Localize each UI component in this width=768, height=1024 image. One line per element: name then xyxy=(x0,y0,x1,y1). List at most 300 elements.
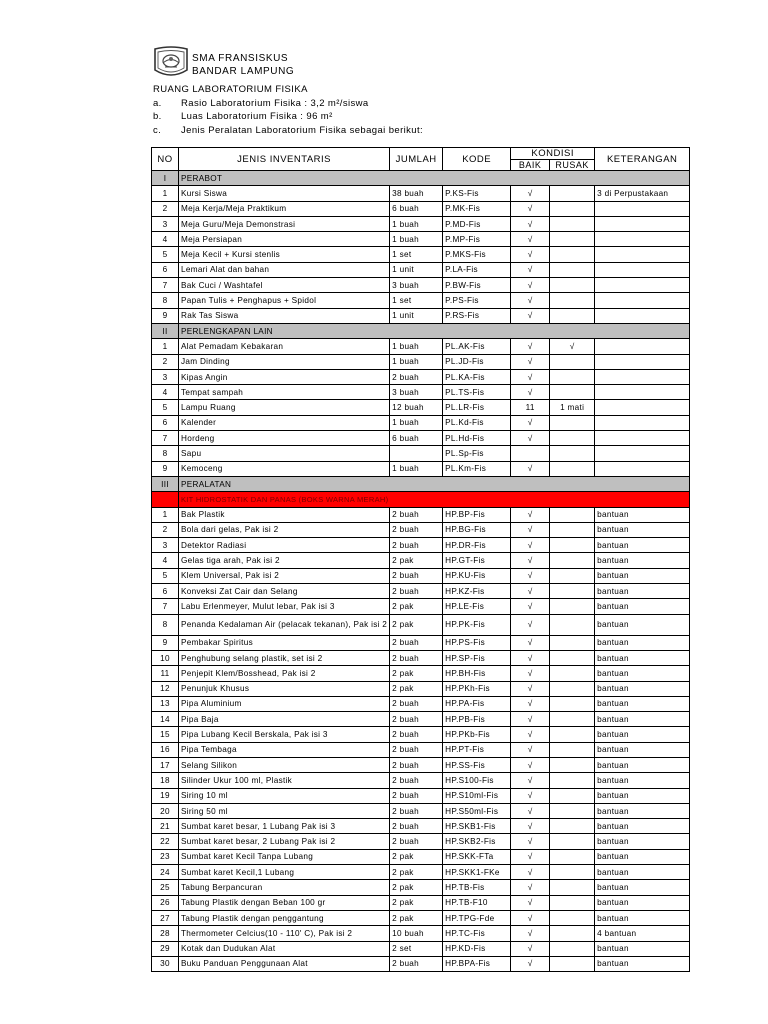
cell-kode: HP.SKB1-Fis xyxy=(443,819,511,834)
cell-jenis: Kemoceng xyxy=(179,461,390,476)
table-row xyxy=(152,773,690,788)
cell-kode: HP.PA-Fis xyxy=(443,696,511,711)
cell-jenis: Rak Tas Siswa xyxy=(179,308,390,323)
info-item xyxy=(153,97,423,111)
table-row xyxy=(152,865,690,880)
cell-jumlah: 1 buah xyxy=(390,232,443,247)
cell-rusak xyxy=(550,584,595,599)
info-item xyxy=(153,110,423,124)
cell-no: 14 xyxy=(152,712,179,727)
cell-kode: HP.PS-Fis xyxy=(443,635,511,650)
cell-jenis: Konveksi Zat Cair dan Selang xyxy=(179,584,390,599)
cell-baik: √ xyxy=(511,865,550,880)
table-row xyxy=(152,635,690,650)
cell-jenis: Meja Kecil + Kursi stenlis xyxy=(179,247,390,262)
cell-baik: √ xyxy=(511,385,550,400)
cell-kode: P.BW-Fis xyxy=(443,278,511,293)
cell-kode: HP.TPG-Fde xyxy=(443,910,511,925)
cell-keterangan: bantuan xyxy=(595,819,690,834)
cell-keterangan: bantuan xyxy=(595,834,690,849)
cell-jenis: Lemari Alat dan bahan xyxy=(179,262,390,277)
table-row xyxy=(152,369,690,384)
cell-kode: P.PS-Fis xyxy=(443,293,511,308)
cell-jumlah: 3 buah xyxy=(390,278,443,293)
info-text: Luas Laboratorium Fisika : 96 m² xyxy=(181,111,333,122)
cell-jumlah: 1 set xyxy=(390,247,443,262)
cell-keterangan: bantuan xyxy=(595,895,690,910)
cell-baik: √ xyxy=(511,849,550,864)
table-row xyxy=(152,849,690,864)
kit-header-row xyxy=(152,492,690,507)
cell-baik: √ xyxy=(511,757,550,772)
cell-kode: PL.JD-Fis xyxy=(443,354,511,369)
table-row xyxy=(152,742,690,757)
cell-jumlah: 2 pak xyxy=(390,681,443,696)
cell-no: 12 xyxy=(152,681,179,696)
table-header xyxy=(152,148,690,171)
cell-keterangan: bantuan xyxy=(595,666,690,681)
cell-rusak xyxy=(550,354,595,369)
cell-jumlah: 2 buah xyxy=(390,696,443,711)
cell-baik: √ xyxy=(511,910,550,925)
cell-no: 24 xyxy=(152,865,179,880)
cell-rusak xyxy=(550,216,595,231)
header-keterangan: KETERANGAN xyxy=(595,148,690,171)
cell-jumlah: 2 pak xyxy=(390,599,443,614)
cell-jumlah: 2 buah xyxy=(390,803,443,818)
cell-keterangan: bantuan xyxy=(595,727,690,742)
cell-no: 10 xyxy=(152,650,179,665)
info-text: Jenis Peralatan Laboratorium Fisika sebagai berikut: xyxy=(181,124,424,136)
cell-keterangan xyxy=(595,278,690,293)
cell-baik: √ xyxy=(511,293,550,308)
cell-kode: HP.BG-Fis xyxy=(443,522,511,537)
cell-jenis: Pipa Lubang Kecil Berskala, Pak isi 3 xyxy=(179,727,390,742)
cell-rusak xyxy=(550,926,595,941)
cell-jenis: Sumbat karet besar, 1 Lubang Pak isi 3 xyxy=(179,819,390,834)
cell-jumlah: 38 buah xyxy=(390,186,443,201)
table-row xyxy=(152,431,690,446)
cell-rusak: 1 mati xyxy=(550,400,595,415)
cell-rusak xyxy=(550,201,595,216)
cell-no: 21 xyxy=(152,819,179,834)
table-row xyxy=(152,584,690,599)
info-text: Rasio Laboratorium Fisika : 3,2 m²/siswa xyxy=(181,97,369,109)
cell-kode: HP.PK-Fis xyxy=(443,614,511,635)
cell-keterangan xyxy=(595,232,690,247)
cell-keterangan: bantuan xyxy=(595,849,690,864)
cell-baik: √ xyxy=(511,880,550,895)
cell-baik: √ xyxy=(511,773,550,788)
cell-kode: HP.DR-Fis xyxy=(443,538,511,553)
cell-rusak xyxy=(550,614,595,635)
cell-no: 18 xyxy=(152,773,179,788)
cell-keterangan xyxy=(595,293,690,308)
cell-baik: √ xyxy=(511,834,550,849)
cell-rusak xyxy=(550,247,595,262)
cell-kode: HP.TC-Fis xyxy=(443,926,511,941)
cell-keterangan: bantuan xyxy=(595,757,690,772)
table-row xyxy=(152,247,690,262)
cell-baik: √ xyxy=(511,568,550,583)
table-row xyxy=(152,696,690,711)
cell-no: 25 xyxy=(152,880,179,895)
header-kondisi: KONDISI xyxy=(511,148,595,160)
table-row xyxy=(152,599,690,614)
cell-no: 2 xyxy=(152,354,179,369)
cell-rusak xyxy=(550,538,595,553)
cell-jenis: Kotak dan Dudukan Alat xyxy=(179,941,390,956)
cell-jumlah: 2 buah xyxy=(390,834,443,849)
section-title: PERABOT xyxy=(179,171,690,186)
cell-jumlah: 2 buah xyxy=(390,538,443,553)
school-name-line2: BANDAR LAMPUNG xyxy=(192,66,295,77)
cell-no: 5 xyxy=(152,568,179,583)
cell-jenis: Bak Plastik xyxy=(179,507,390,522)
cell-baik: √ xyxy=(511,819,550,834)
cell-jumlah: 2 pak xyxy=(390,865,443,880)
table-row xyxy=(152,757,690,772)
cell-jenis: Meja Guru/Meja Demonstrasi xyxy=(179,216,390,231)
cell-no: 5 xyxy=(152,247,179,262)
cell-jenis: Siring 50 ml xyxy=(179,803,390,818)
cell-baik: √ xyxy=(511,635,550,650)
header-kode: KODE xyxy=(443,148,511,171)
cell-baik: √ xyxy=(511,666,550,681)
table-row xyxy=(152,339,690,354)
cell-rusak xyxy=(550,262,595,277)
cell-baik: √ xyxy=(511,369,550,384)
cell-no: 1 xyxy=(152,339,179,354)
table-row xyxy=(152,834,690,849)
cell-no: 4 xyxy=(152,232,179,247)
cell-kode: P.MP-Fis xyxy=(443,232,511,247)
cell-kode: HP.BPA-Fis xyxy=(443,956,511,971)
cell-kode: HP.GT-Fis xyxy=(443,553,511,568)
cell-kode: HP.KZ-Fis xyxy=(443,584,511,599)
cell-jumlah: 6 buah xyxy=(390,431,443,446)
cell-no: 8 xyxy=(152,446,179,461)
section-number: II xyxy=(152,323,179,338)
cell-jumlah: 1 buah xyxy=(390,415,443,430)
cell-jumlah: 2 buah xyxy=(390,650,443,665)
cell-kode: HP.PKb-Fis xyxy=(443,727,511,742)
school-logo xyxy=(153,46,189,79)
cell-jenis: Penanda Kedalaman Air (pelacak tekanan), Pak isi 2 xyxy=(179,614,390,635)
cell-jenis: Detektor Radiasi xyxy=(179,538,390,553)
cell-rusak xyxy=(550,446,595,461)
cell-rusak xyxy=(550,308,595,323)
cell-kode: P.KS-Fis xyxy=(443,186,511,201)
table-row xyxy=(152,910,690,925)
cell-no: 6 xyxy=(152,415,179,430)
cell-baik: √ xyxy=(511,650,550,665)
cell-kode: PL.Hd-Fis xyxy=(443,431,511,446)
cell-baik: 11 xyxy=(511,400,550,415)
cell-rusak xyxy=(550,635,595,650)
cell-jenis: Gelas tiga arah, Pak isi 2 xyxy=(179,553,390,568)
cell-baik xyxy=(511,446,550,461)
cell-rusak xyxy=(550,293,595,308)
cell-kode: P.MKS-Fis xyxy=(443,247,511,262)
header-jenis: JENIS INVENTARIS xyxy=(179,148,390,171)
cell-jumlah: 2 pak xyxy=(390,880,443,895)
cell-jenis: Selang Silikon xyxy=(179,757,390,772)
kit-header-blank xyxy=(152,492,179,507)
table-row xyxy=(152,461,690,476)
cell-no: 29 xyxy=(152,941,179,956)
cell-jumlah: 6 buah xyxy=(390,201,443,216)
cell-keterangan xyxy=(595,446,690,461)
cell-no: 2 xyxy=(152,522,179,537)
header-rusak: RUSAK xyxy=(550,160,595,171)
table-row xyxy=(152,415,690,430)
cell-kode: HP.TB-Fis xyxy=(443,880,511,895)
cell-no: 9 xyxy=(152,461,179,476)
cell-rusak xyxy=(550,803,595,818)
cell-jenis: Labu Erlenmeyer, Mulut lebar, Pak isi 3 xyxy=(179,599,390,614)
table-row xyxy=(152,880,690,895)
cell-jenis: Pipa Baja xyxy=(179,712,390,727)
cell-baik: √ xyxy=(511,742,550,757)
cell-jenis: Kipas Angin xyxy=(179,369,390,384)
cell-baik: √ xyxy=(511,186,550,201)
cell-baik: √ xyxy=(511,522,550,537)
cell-kode: HP.SS-Fis xyxy=(443,757,511,772)
cell-keterangan: bantuan xyxy=(595,584,690,599)
cell-no: 6 xyxy=(152,262,179,277)
cell-rusak xyxy=(550,522,595,537)
cell-kode: HP.S100-Fis xyxy=(443,773,511,788)
cell-keterangan xyxy=(595,247,690,262)
cell-kode: HP.PKh-Fis xyxy=(443,681,511,696)
cell-rusak xyxy=(550,599,595,614)
table-row xyxy=(152,895,690,910)
cell-jenis: Meja Persiapan xyxy=(179,232,390,247)
cell-keterangan xyxy=(595,262,690,277)
cell-rusak xyxy=(550,956,595,971)
cell-jumlah: 2 buah xyxy=(390,742,443,757)
cell-baik: √ xyxy=(511,941,550,956)
cell-rusak: √ xyxy=(550,339,595,354)
cell-kode: HP.BH-Fis xyxy=(443,666,511,681)
cell-no: 8 xyxy=(152,293,179,308)
cell-baik: √ xyxy=(511,599,550,614)
cell-rusak xyxy=(550,186,595,201)
cell-baik: √ xyxy=(511,584,550,599)
cell-kode: HP.PB-Fis xyxy=(443,712,511,727)
cell-jumlah: 1 set xyxy=(390,293,443,308)
table-row xyxy=(152,293,690,308)
table-row xyxy=(152,803,690,818)
cell-jumlah: 2 buah xyxy=(390,507,443,522)
cell-keterangan xyxy=(595,201,690,216)
cell-jumlah: 2 buah xyxy=(390,757,443,772)
cell-kode: HP.TB-F10 xyxy=(443,895,511,910)
cell-keterangan: bantuan xyxy=(595,614,690,635)
school-name-line1: SMA FRANSISKUS xyxy=(192,53,289,64)
cell-kode: PL.AK-Fis xyxy=(443,339,511,354)
cell-jenis: Sumbat karet besar, 2 Lubang Pak isi 2 xyxy=(179,834,390,849)
cell-rusak xyxy=(550,461,595,476)
cell-kode: HP.KU-Fis xyxy=(443,568,511,583)
cell-no: 23 xyxy=(152,849,179,864)
cell-rusak xyxy=(550,910,595,925)
cell-no: 30 xyxy=(152,956,179,971)
cell-no: 13 xyxy=(152,696,179,711)
cell-baik: √ xyxy=(511,308,550,323)
cell-rusak xyxy=(550,568,595,583)
cell-jenis: Kalender xyxy=(179,415,390,430)
cell-no: 7 xyxy=(152,431,179,446)
cell-no: 26 xyxy=(152,895,179,910)
cell-kode: PL.Sp-Fis xyxy=(443,446,511,461)
cell-baik: √ xyxy=(511,278,550,293)
room-title: RUANG LABORATORIUM FISIKA xyxy=(153,84,308,95)
cell-keterangan xyxy=(595,354,690,369)
cell-baik: √ xyxy=(511,538,550,553)
cell-kode: PL.KA-Fis xyxy=(443,369,511,384)
cell-rusak xyxy=(550,788,595,803)
table-row xyxy=(152,522,690,537)
cell-kode: HP.SKK1-FKe xyxy=(443,865,511,880)
cell-jumlah: 3 buah xyxy=(390,385,443,400)
cell-jumlah: 1 buah xyxy=(390,354,443,369)
cell-jumlah: 1 unit xyxy=(390,308,443,323)
cell-kode: P.MD-Fis xyxy=(443,216,511,231)
cell-rusak xyxy=(550,666,595,681)
cell-keterangan: bantuan xyxy=(595,635,690,650)
cell-no: 20 xyxy=(152,803,179,818)
cell-jumlah: 1 buah xyxy=(390,216,443,231)
cell-jumlah: 2 pak xyxy=(390,666,443,681)
cell-baik: √ xyxy=(511,461,550,476)
table-row xyxy=(152,956,690,971)
cell-jumlah: 2 pak xyxy=(390,910,443,925)
cell-baik: √ xyxy=(511,696,550,711)
cell-kode: HP.S50ml-Fis xyxy=(443,803,511,818)
cell-rusak xyxy=(550,865,595,880)
cell-kode: HP.SKB2-Fis xyxy=(443,834,511,849)
table-row xyxy=(152,568,690,583)
table-row xyxy=(152,262,690,277)
cell-baik: √ xyxy=(511,216,550,231)
table-row xyxy=(152,278,690,293)
cell-jenis: Lampu Ruang xyxy=(179,400,390,415)
cell-jumlah xyxy=(390,446,443,461)
section-row xyxy=(152,476,690,491)
cell-rusak xyxy=(550,415,595,430)
cell-kode: HP.PT-Fis xyxy=(443,742,511,757)
cell-kode: PL.TS-Fis xyxy=(443,385,511,400)
cell-keterangan: bantuan xyxy=(595,681,690,696)
cell-keterangan: bantuan xyxy=(595,553,690,568)
cell-no: 4 xyxy=(152,385,179,400)
table-row xyxy=(152,201,690,216)
cell-jenis: Bak Cuci / Washtafel xyxy=(179,278,390,293)
cell-jenis: Silinder Ukur 100 ml, Plastik xyxy=(179,773,390,788)
cell-keterangan: bantuan xyxy=(595,803,690,818)
cell-keterangan: bantuan xyxy=(595,696,690,711)
header-no: NO xyxy=(152,148,179,171)
table-row xyxy=(152,614,690,635)
cell-no: 1 xyxy=(152,186,179,201)
cell-keterangan xyxy=(595,461,690,476)
cell-baik: √ xyxy=(511,553,550,568)
section-number: I xyxy=(152,171,179,186)
table-row xyxy=(152,186,690,201)
cell-rusak xyxy=(550,681,595,696)
cell-keterangan: bantuan xyxy=(595,568,690,583)
cell-rusak xyxy=(550,278,595,293)
cell-jumlah: 2 set xyxy=(390,941,443,956)
cell-jenis: Sapu xyxy=(179,446,390,461)
cell-keterangan: bantuan xyxy=(595,650,690,665)
cell-no: 3 xyxy=(152,369,179,384)
cell-rusak xyxy=(550,880,595,895)
cell-kode: PL.Km-Fis xyxy=(443,461,511,476)
cell-no: 6 xyxy=(152,584,179,599)
cell-rusak xyxy=(550,834,595,849)
cell-jumlah: 2 pak xyxy=(390,614,443,635)
cell-rusak xyxy=(550,232,595,247)
info-letter: a. xyxy=(153,97,162,109)
section-row xyxy=(152,171,690,186)
cell-no: 4 xyxy=(152,553,179,568)
cell-baik: √ xyxy=(511,339,550,354)
cell-jenis: Tabung Plastik dengan Beban 100 gr xyxy=(179,895,390,910)
header-jumlah: JUMLAH xyxy=(390,148,443,171)
cell-baik: √ xyxy=(511,201,550,216)
cell-rusak xyxy=(550,385,595,400)
cell-keterangan: bantuan xyxy=(595,788,690,803)
cell-jenis: Hordeng xyxy=(179,431,390,446)
cell-jumlah: 2 buah xyxy=(390,712,443,727)
cell-no: 8 xyxy=(152,614,179,635)
cell-jumlah: 1 buah xyxy=(390,461,443,476)
cell-baik: √ xyxy=(511,681,550,696)
cell-jenis: Penghubung selang plastik, set isi 2 xyxy=(179,650,390,665)
cell-baik: √ xyxy=(511,712,550,727)
cell-rusak xyxy=(550,895,595,910)
cell-jumlah: 2 buah xyxy=(390,369,443,384)
cell-rusak xyxy=(550,757,595,772)
cell-keterangan xyxy=(595,216,690,231)
table-row xyxy=(152,216,690,231)
cell-no: 19 xyxy=(152,788,179,803)
cell-rusak xyxy=(550,507,595,522)
table-body xyxy=(152,171,690,972)
cell-jenis: Siring 10 ml xyxy=(179,788,390,803)
cell-jenis: Tabung Plastik dengan penggantung xyxy=(179,910,390,925)
cell-baik: √ xyxy=(511,247,550,262)
cell-keterangan xyxy=(595,385,690,400)
section-row xyxy=(152,323,690,338)
cell-kode: PL.Kd-Fis xyxy=(443,415,511,430)
cell-jenis: Papan Tulis + Penghapus + Spidol xyxy=(179,293,390,308)
table-row xyxy=(152,926,690,941)
header-baik: BAIK xyxy=(511,160,550,171)
cell-jenis: Pipa Tembaga xyxy=(179,742,390,757)
info-letter: b. xyxy=(153,111,162,122)
table-row xyxy=(152,727,690,742)
cell-baik: √ xyxy=(511,262,550,277)
cell-kode: P.MK-Fis xyxy=(443,201,511,216)
cell-kode: P.LA-Fis xyxy=(443,262,511,277)
cell-keterangan: 3 di Perpustakaan xyxy=(595,186,690,201)
cell-no: 5 xyxy=(152,400,179,415)
cell-no: 17 xyxy=(152,757,179,772)
